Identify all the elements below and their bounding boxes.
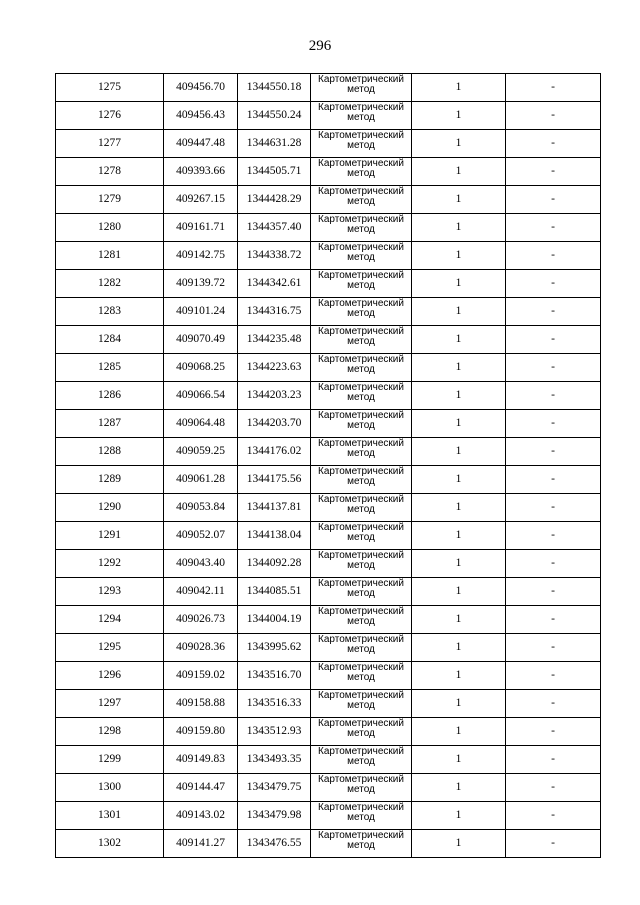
y-coordinate-cell: 1344223.63 [238, 354, 311, 382]
note-cell: - [506, 158, 601, 186]
note-cell: - [506, 466, 601, 494]
method-line2: метод [347, 588, 375, 599]
table-row [56, 662, 601, 690]
method-line2: метод [347, 252, 375, 263]
point-number-cell: 1283 [56, 298, 164, 326]
accuracy-cell: 1 [412, 354, 506, 382]
method-line2: метод [347, 196, 375, 207]
y-coordinate-cell: 1343476.55 [238, 830, 311, 858]
x-coordinate-cell: 409139.72 [164, 270, 238, 298]
x-coordinate-cell: 409143.02 [164, 802, 238, 830]
method-line1: Картометрический [318, 522, 404, 533]
x-coordinate-cell: 409064.48 [164, 410, 238, 438]
method-line2: метод [347, 840, 375, 851]
method-line2: метод [347, 112, 375, 123]
method-line2: метод [347, 672, 375, 683]
y-coordinate-cell: 1344092.28 [238, 550, 311, 578]
accuracy-cell: 1 [412, 242, 506, 270]
table-row [56, 774, 601, 802]
note-cell: - [506, 830, 601, 858]
point-number-cell: 1298 [56, 718, 164, 746]
note-cell: - [506, 214, 601, 242]
point-number-cell: 1294 [56, 606, 164, 634]
method-line2: метод [347, 728, 375, 739]
note-cell: - [506, 802, 601, 830]
table-row [56, 382, 601, 410]
accuracy-cell: 1 [412, 718, 506, 746]
x-coordinate-cell: 409267.15 [164, 186, 238, 214]
accuracy-cell: 1 [412, 494, 506, 522]
method-line1: Картометрический [318, 438, 404, 449]
method-line1: Картометрический [318, 354, 404, 365]
accuracy-cell: 1 [412, 690, 506, 718]
note-cell: - [506, 522, 601, 550]
method-cell [311, 74, 412, 102]
y-coordinate-cell: 1344138.04 [238, 522, 311, 550]
y-coordinate-cell: 1344550.24 [238, 102, 311, 130]
y-coordinate-cell: 1343516.33 [238, 690, 311, 718]
x-coordinate-cell: 409447.48 [164, 130, 238, 158]
page-number: 296 [308, 38, 332, 54]
x-coordinate-cell: 409159.02 [164, 662, 238, 690]
accuracy-cell: 1 [412, 746, 506, 774]
method-line1: Картометрический [318, 494, 404, 505]
method-cell [311, 158, 412, 186]
table-row [56, 102, 601, 130]
table-row [56, 522, 601, 550]
x-coordinate-cell: 409061.28 [164, 466, 238, 494]
method-line2: метод [347, 448, 375, 459]
accuracy-cell: 1 [412, 634, 506, 662]
method-cell [311, 774, 412, 802]
point-number-cell: 1302 [56, 830, 164, 858]
note-cell: - [506, 606, 601, 634]
method-cell [311, 606, 412, 634]
x-coordinate-cell: 409159.80 [164, 718, 238, 746]
point-number-cell: 1280 [56, 214, 164, 242]
x-coordinate-cell: 409456.43 [164, 102, 238, 130]
method-line2: метод [347, 392, 375, 403]
note-cell: - [506, 438, 601, 466]
y-coordinate-cell: 1344505.71 [238, 158, 311, 186]
method-cell [311, 130, 412, 158]
x-coordinate-cell: 409026.73 [164, 606, 238, 634]
y-coordinate-cell: 1344004.19 [238, 606, 311, 634]
x-coordinate-cell: 409158.88 [164, 690, 238, 718]
method-line2: метод [347, 756, 375, 767]
method-line2: метод [347, 560, 375, 571]
table-row [56, 634, 601, 662]
y-coordinate-cell: 1344550.18 [238, 74, 311, 102]
method-cell [311, 298, 412, 326]
method-cell [311, 214, 412, 242]
note-cell: - [506, 634, 601, 662]
y-coordinate-cell: 1343479.75 [238, 774, 311, 802]
accuracy-cell: 1 [412, 214, 506, 242]
method-cell [311, 494, 412, 522]
method-line1: Картометрический [318, 270, 404, 281]
method-line2: метод [347, 336, 375, 347]
accuracy-cell: 1 [412, 130, 506, 158]
method-cell [311, 522, 412, 550]
x-coordinate-cell: 409070.49 [164, 326, 238, 354]
note-cell: - [506, 662, 601, 690]
note-cell: - [506, 494, 601, 522]
method-cell [311, 690, 412, 718]
point-number-cell: 1287 [56, 410, 164, 438]
point-number-cell: 1289 [56, 466, 164, 494]
y-coordinate-cell: 1344428.29 [238, 186, 311, 214]
accuracy-cell: 1 [412, 550, 506, 578]
note-cell: - [506, 578, 601, 606]
x-coordinate-cell: 409161.71 [164, 214, 238, 242]
point-number-cell: 1293 [56, 578, 164, 606]
x-coordinate-cell: 409052.07 [164, 522, 238, 550]
point-number-cell: 1281 [56, 242, 164, 270]
method-line1: Картометрический [318, 410, 404, 421]
method-line1: Картометрический [318, 746, 404, 757]
accuracy-cell: 1 [412, 74, 506, 102]
y-coordinate-cell: 1344137.81 [238, 494, 311, 522]
x-coordinate-cell: 409456.70 [164, 74, 238, 102]
table-row [56, 270, 601, 298]
x-coordinate-cell: 409028.36 [164, 634, 238, 662]
x-coordinate-cell: 409101.24 [164, 298, 238, 326]
point-number-cell: 1279 [56, 186, 164, 214]
note-cell: - [506, 326, 601, 354]
table-row [56, 158, 601, 186]
accuracy-cell: 1 [412, 298, 506, 326]
y-coordinate-cell: 1343512.93 [238, 718, 311, 746]
method-cell [311, 438, 412, 466]
method-cell [311, 662, 412, 690]
table-row [56, 326, 601, 354]
method-line1: Картометрический [318, 326, 404, 337]
y-coordinate-cell: 1343493.35 [238, 746, 311, 774]
method-line1: Картометрический [318, 214, 404, 225]
x-coordinate-cell: 409053.84 [164, 494, 238, 522]
note-cell: - [506, 718, 601, 746]
accuracy-cell: 1 [412, 802, 506, 830]
method-cell [311, 802, 412, 830]
accuracy-cell: 1 [412, 662, 506, 690]
method-line2: метод [347, 224, 375, 235]
method-line1: Картометрический [318, 130, 404, 141]
point-number-cell: 1285 [56, 354, 164, 382]
x-coordinate-cell: 409068.25 [164, 354, 238, 382]
method-cell [311, 354, 412, 382]
method-cell [311, 830, 412, 858]
method-line1: Картометрический [318, 634, 404, 645]
note-cell: - [506, 130, 601, 158]
method-line1: Картометрический [318, 298, 404, 309]
method-line1: Картометрический [318, 718, 404, 729]
table-row [56, 606, 601, 634]
method-line2: метод [347, 812, 375, 823]
method-line2: метод [347, 784, 375, 795]
accuracy-cell: 1 [412, 606, 506, 634]
method-line1: Картометрический [318, 690, 404, 701]
method-line2: метод [347, 420, 375, 431]
y-coordinate-cell: 1344342.61 [238, 270, 311, 298]
accuracy-cell: 1 [412, 522, 506, 550]
method-line2: метод [347, 644, 375, 655]
y-coordinate-cell: 1344316.75 [238, 298, 311, 326]
table-row [56, 242, 601, 270]
table-row [56, 130, 601, 158]
x-coordinate-cell: 409393.66 [164, 158, 238, 186]
y-coordinate-cell: 1344357.40 [238, 214, 311, 242]
method-line2: метод [347, 504, 375, 515]
y-coordinate-cell: 1344176.02 [238, 438, 311, 466]
accuracy-cell: 1 [412, 270, 506, 298]
table-row [56, 410, 601, 438]
note-cell: - [506, 774, 601, 802]
accuracy-cell: 1 [412, 466, 506, 494]
method-cell [311, 242, 412, 270]
table-row [56, 550, 601, 578]
coordinates-table-body [56, 74, 601, 858]
point-number-cell: 1276 [56, 102, 164, 130]
table-row [56, 298, 601, 326]
point-number-cell: 1277 [56, 130, 164, 158]
method-line1: Картометрический [318, 662, 404, 673]
y-coordinate-cell: 1344631.28 [238, 130, 311, 158]
accuracy-cell: 1 [412, 410, 506, 438]
method-line2: метод [347, 140, 375, 151]
note-cell: - [506, 550, 601, 578]
note-cell: - [506, 102, 601, 130]
point-number-cell: 1278 [56, 158, 164, 186]
method-line1: Картометрический [318, 802, 404, 813]
point-number-cell: 1301 [56, 802, 164, 830]
note-cell: - [506, 690, 601, 718]
method-line1: Картометрический [318, 830, 404, 841]
method-cell [311, 550, 412, 578]
table-row [56, 354, 601, 382]
accuracy-cell: 1 [412, 830, 506, 858]
y-coordinate-cell: 1344235.48 [238, 326, 311, 354]
method-line2: метод [347, 616, 375, 627]
point-number-cell: 1292 [56, 550, 164, 578]
note-cell: - [506, 186, 601, 214]
x-coordinate-cell: 409144.47 [164, 774, 238, 802]
method-line1: Картометрический [318, 74, 404, 85]
note-cell: - [506, 74, 601, 102]
accuracy-cell: 1 [412, 382, 506, 410]
note-cell: - [506, 298, 601, 326]
point-number-cell: 1295 [56, 634, 164, 662]
method-line1: Картометрический [318, 242, 404, 253]
y-coordinate-cell: 1343995.62 [238, 634, 311, 662]
method-line1: Картометрический [318, 774, 404, 785]
accuracy-cell: 1 [412, 438, 506, 466]
accuracy-cell: 1 [412, 158, 506, 186]
note-cell: - [506, 382, 601, 410]
method-line1: Картометрический [318, 606, 404, 617]
table-row [56, 466, 601, 494]
method-line2: метод [347, 84, 375, 95]
method-line1: Картометрический [318, 102, 404, 113]
y-coordinate-cell: 1344175.56 [238, 466, 311, 494]
x-coordinate-cell: 409043.40 [164, 550, 238, 578]
table-row [56, 802, 601, 830]
point-number-cell: 1290 [56, 494, 164, 522]
method-line2: метод [347, 280, 375, 291]
note-cell: - [506, 270, 601, 298]
method-line1: Картометрический [318, 158, 404, 169]
method-line2: метод [347, 476, 375, 487]
method-cell [311, 718, 412, 746]
method-line2: метод [347, 364, 375, 375]
method-line2: метод [347, 308, 375, 319]
method-cell [311, 578, 412, 606]
method-line2: метод [347, 532, 375, 543]
point-number-cell: 1299 [56, 746, 164, 774]
method-line1: Картометрический [318, 550, 404, 561]
table-row [56, 718, 601, 746]
method-cell [311, 382, 412, 410]
point-number-cell: 1284 [56, 326, 164, 354]
y-coordinate-cell: 1343516.70 [238, 662, 311, 690]
point-number-cell: 1291 [56, 522, 164, 550]
method-cell [311, 270, 412, 298]
x-coordinate-cell: 409142.75 [164, 242, 238, 270]
method-line1: Картометрический [318, 186, 404, 197]
table-row [56, 830, 601, 858]
method-line2: метод [347, 700, 375, 711]
coordinates-table [55, 73, 601, 858]
note-cell: - [506, 410, 601, 438]
table-row [56, 186, 601, 214]
method-cell [311, 410, 412, 438]
x-coordinate-cell: 409141.27 [164, 830, 238, 858]
accuracy-cell: 1 [412, 326, 506, 354]
table-row [56, 214, 601, 242]
table-row [56, 690, 601, 718]
accuracy-cell: 1 [412, 774, 506, 802]
x-coordinate-cell: 409066.54 [164, 382, 238, 410]
accuracy-cell: 1 [412, 578, 506, 606]
y-coordinate-cell: 1344085.51 [238, 578, 311, 606]
accuracy-cell: 1 [412, 186, 506, 214]
table-row [56, 494, 601, 522]
accuracy-cell: 1 [412, 102, 506, 130]
method-line2: метод [347, 168, 375, 179]
method-cell [311, 186, 412, 214]
table-row [56, 746, 601, 774]
note-cell: - [506, 242, 601, 270]
x-coordinate-cell: 409149.83 [164, 746, 238, 774]
method-cell [311, 746, 412, 774]
point-number-cell: 1288 [56, 438, 164, 466]
method-cell [311, 466, 412, 494]
method-line1: Картометрический [318, 578, 404, 589]
point-number-cell: 1297 [56, 690, 164, 718]
y-coordinate-cell: 1343479.98 [238, 802, 311, 830]
point-number-cell: 1300 [56, 774, 164, 802]
y-coordinate-cell: 1344203.23 [238, 382, 311, 410]
y-coordinate-cell: 1344338.72 [238, 242, 311, 270]
point-number-cell: 1282 [56, 270, 164, 298]
table-row [56, 74, 601, 102]
method-line1: Картометрический [318, 466, 404, 477]
point-number-cell: 1286 [56, 382, 164, 410]
point-number-cell: 1275 [56, 74, 164, 102]
table-row [56, 438, 601, 466]
x-coordinate-cell: 409042.11 [164, 578, 238, 606]
method-cell [311, 634, 412, 662]
note-cell: - [506, 354, 601, 382]
method-cell [311, 102, 412, 130]
method-line1: Картометрический [318, 382, 404, 393]
x-coordinate-cell: 409059.25 [164, 438, 238, 466]
y-coordinate-cell: 1344203.70 [238, 410, 311, 438]
point-number-cell: 1296 [56, 662, 164, 690]
method-cell [311, 326, 412, 354]
table-row [56, 578, 601, 606]
note-cell: - [506, 746, 601, 774]
